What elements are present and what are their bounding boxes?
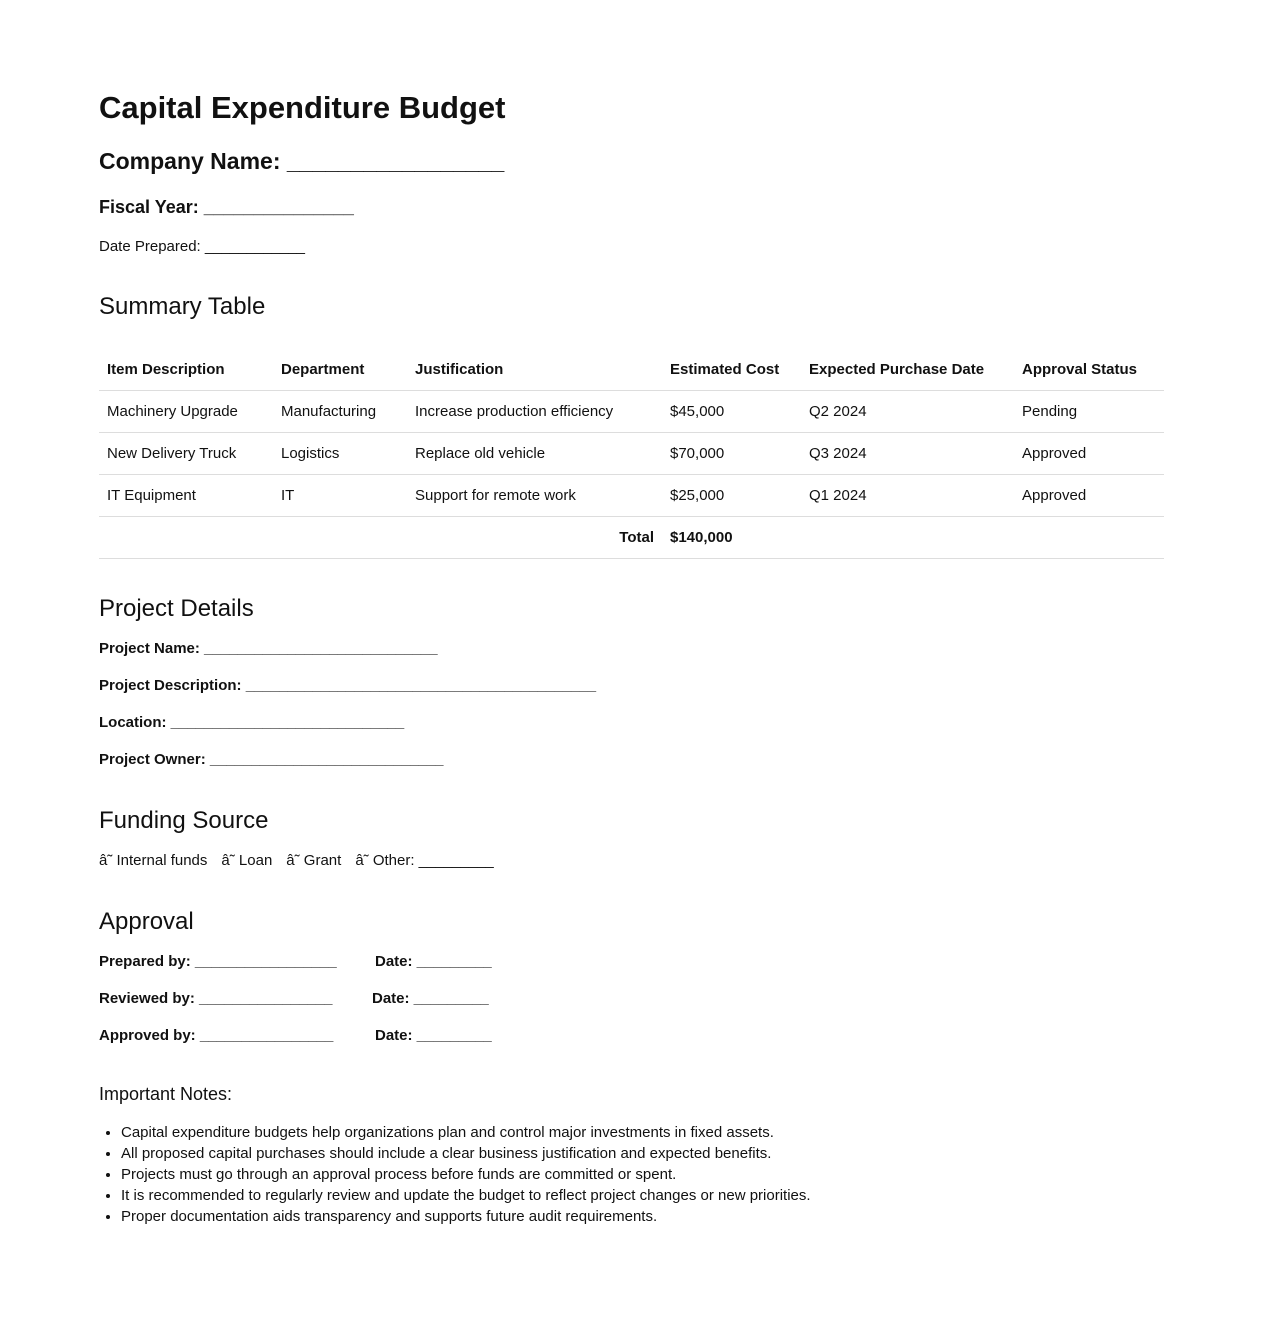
project-name-field: Project Name: ____________________________ [99, 640, 438, 657]
project-description-field: Project Description: __________________________________________ [99, 677, 597, 694]
table-row [99, 433, 1164, 475]
table-cell-empty [801, 517, 1014, 559]
funding-option-other: â˜ Other: _________ [355, 852, 494, 869]
prepared-date-field: Date: _________ [375, 953, 492, 970]
funding-option-grant: â˜ Grant [286, 852, 342, 869]
table-cell: Pending [1014, 391, 1164, 433]
table-cell: Logistics [273, 433, 407, 475]
table-cell: IT [273, 475, 407, 517]
table-cell: Q3 2024 [801, 433, 1014, 475]
table-row [99, 391, 1164, 433]
table-cell: Approved [1014, 433, 1164, 475]
table-cell-empty [1014, 517, 1164, 559]
col-header: Estimated Cost [662, 349, 801, 391]
total-row [99, 517, 1164, 559]
notes-list [99, 1122, 1164, 1227]
total-label: Total [99, 517, 662, 559]
approval-row-approved [99, 1026, 1164, 1046]
summary-heading: Summary Table [99, 293, 266, 320]
table-cell: Q2 2024 [801, 391, 1014, 433]
approved-by-field: Approved by: ________________ [99, 1027, 334, 1044]
approval-row-prepared [99, 952, 1164, 972]
fiscal-year-field: Fiscal Year: _______________ [99, 197, 354, 217]
approval-row-reviewed [99, 989, 1164, 1009]
funding-options [99, 851, 1164, 871]
table-cell: $70,000 [662, 433, 801, 475]
date-prepared-field: Date Prepared: ____________ [99, 238, 306, 255]
project-fields [99, 639, 1164, 770]
prepared-by-field: Prepared by: _________________ [99, 953, 337, 970]
table-cell: Manufacturing [273, 391, 407, 433]
table-cell: IT Equipment [99, 475, 273, 517]
table-cell: Approved [1014, 475, 1164, 517]
list-item: • It is recommended to regularly review and update the budget to reflect project changes or new priorities. [121, 1185, 1164, 1206]
list-item: • Projects must go through an approval process before funds are committed or spent. [121, 1164, 1164, 1185]
col-header: Expected Purchase Date [801, 349, 1014, 391]
col-header: Item Description [99, 349, 273, 391]
funding-source-heading: Funding Source [99, 807, 269, 834]
list-item: • Proper documentation aids transparency and supports future audit requirements. [121, 1206, 1164, 1227]
total-value: $140,000 [662, 517, 801, 559]
col-header: Justification [407, 349, 662, 391]
col-header: Approval Status [1014, 349, 1164, 391]
reviewed-by-field: Reviewed by: ________________ [99, 990, 333, 1007]
list-item: • Capital expenditure budgets help organizations plan and control major investments in fixed assets. [121, 1122, 1164, 1143]
table-row [99, 475, 1164, 517]
table-cell: New Delivery Truck [99, 433, 273, 475]
table-cell: $25,000 [662, 475, 801, 517]
summary-table [99, 349, 1164, 559]
approval-heading: Approval [99, 908, 194, 935]
table-cell: $45,000 [662, 391, 801, 433]
approval-section [99, 952, 1164, 1046]
table-cell: Replace old vehicle [407, 433, 662, 475]
list-item: • All proposed capital purchases should include a clear business justification and expected benefits. [121, 1143, 1164, 1164]
location-field: Location: ____________________________ [99, 714, 405, 731]
project-owner-field: Project Owner: ____________________________ [99, 751, 444, 768]
table-cell: Support for remote work [407, 475, 662, 517]
col-header: Department [273, 349, 407, 391]
page-title: Capital Expenditure Budget [99, 90, 506, 125]
notes-heading: Important Notes: [99, 1084, 233, 1104]
table-cell: Machinery Upgrade [99, 391, 273, 433]
project-details-heading: Project Details [99, 595, 254, 622]
reviewed-date-field: Date: _________ [372, 990, 489, 1007]
table-cell: Increase production efficiency [407, 391, 662, 433]
approved-date-field: Date: _________ [375, 1027, 492, 1044]
funding-option-internal: â˜ Internal funds [99, 852, 208, 869]
funding-option-loan: â˜ Loan [221, 852, 273, 869]
table-cell: Q1 2024 [801, 475, 1014, 517]
table-header-row [99, 349, 1164, 391]
company-name-field: Company Name: _________________ [99, 148, 505, 174]
